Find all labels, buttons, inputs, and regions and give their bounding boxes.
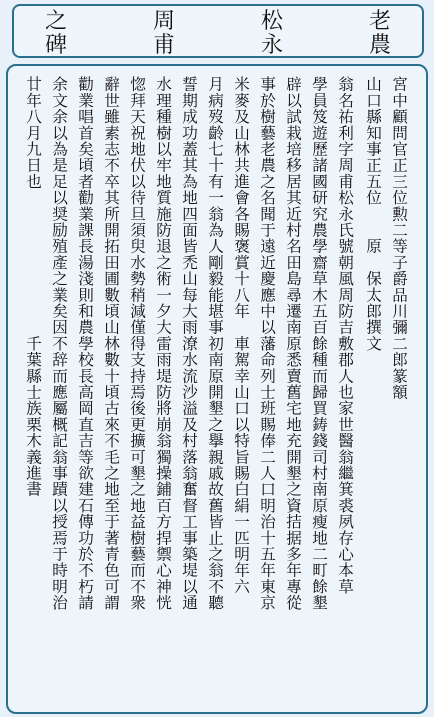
inscription-column: 水理種樹以牢地質施防退之術一夕大雷雨堤防將崩翁獨操鋪百方捍禦心神恍 <box>154 76 172 611</box>
inscription-column: 誓期成功蓋其為地四面皆禿山每大雨潦水流沙溢及村落翁奮督工事築堤以通 <box>180 76 198 611</box>
inscription-column: 月病歿齡七十有一翁為人剛毅能堪事初南原開墾之擧親戚故舊皆止之翁不聽 <box>206 76 224 611</box>
title-char: 松 <box>260 9 283 34</box>
title-char: 周 <box>152 9 175 34</box>
inscription-column: 學員笈遊歷諸國研究農學齋草木五百餘種而歸買鋳錢司村南原瘦地二町餘墾 <box>310 76 328 611</box>
inscription-column: 惚拜天祝地伏以待旦須臾水勢稍減僅得支持焉後更擴可墾之地益樹藝而不衆 <box>128 76 146 611</box>
inscription-column: 翁名祐利字周甫松永氏號朝風周防吉敷郡人也家世醫翁繼箕裘夙存心本草 <box>336 76 354 595</box>
title-char: 碑 <box>44 33 67 58</box>
monument-title-box <box>12 4 424 58</box>
title-char: 之 <box>44 9 67 34</box>
inscription-column: 事於樹藝老農之名聞于遠近慶應中以藩命列士班賜俸二人口明治十五年東京 <box>258 76 276 611</box>
title-char: 永 <box>260 33 283 58</box>
inscription-column: 山口縣知事正五位 原 保太郎撰文 <box>364 76 382 352</box>
inscription-column: 宮中顧問官正三位勲二等子爵品川彌二郎篆額 <box>390 76 408 400</box>
inscription-column: 余文余以為是足以奨励殖產之業矣因不辞而應屬概記翁事蹟以授焉于時明治 <box>50 76 68 611</box>
inscription-column: 辟以試栽培移居其近村名田島尋遷南原悉賣舊宅地充開墾之資拮据多年專從 <box>284 76 302 611</box>
inscription-column: 勸業唱首矣頃者勸業課長湯淺則和農學校長高岡直吉等欲建石傳功於不朽請 <box>76 76 94 611</box>
title-char: 老 <box>368 9 391 34</box>
inscription-text-box <box>6 64 428 714</box>
title-char: 甫 <box>152 33 175 58</box>
inscription-column: 米麥及山林共進會各賜褒賞十八年 車駕幸山口以特旨賜白絹一匹明年六 <box>232 76 250 595</box>
title-line-1 <box>44 10 392 34</box>
inscription-column: 廿年八月九日也 千葉縣士族栗木義進書 <box>24 76 42 498</box>
inscription-column: 辭世雖素志不卒其所開拓田圃數頃山林數十頃古來不毛之地至于著青色可謂 <box>102 76 120 611</box>
title-line-2 <box>44 34 392 58</box>
title-char: 農 <box>368 33 391 58</box>
